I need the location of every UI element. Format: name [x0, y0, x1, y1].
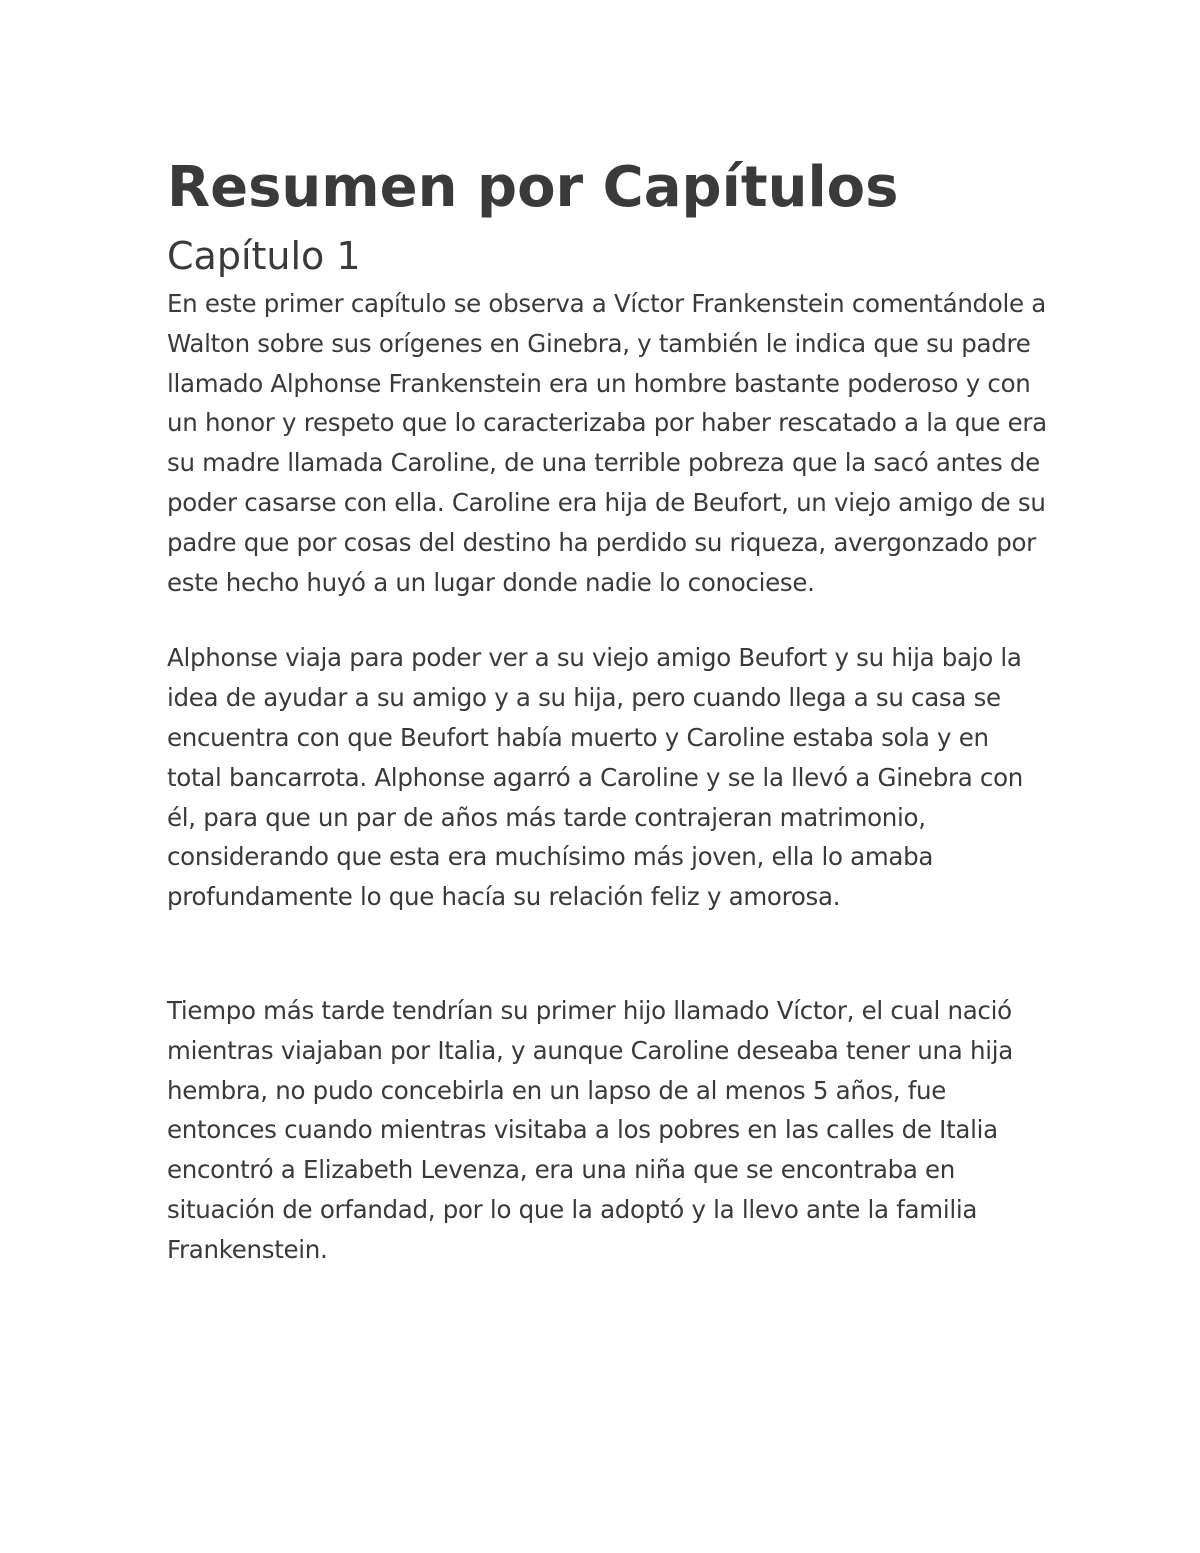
paragraph-3: Tiempo más tarde tendrían su primer hijo llamado Víctor, el cual nació mientras viajaban por Italia, y aunque Caroline deseaba tener una hija hembra, no pudo concebirla en un lapso de al menos 5 años, fue entonces cuando mientras visitaba a los pobres en las calles de Italia encontró a Elizabeth Levenza, era una niña que se encontraba en situación de orfandad, por lo que la adoptó y la llevo ante la familia Frankenstein. — [167, 995, 1013, 1264]
document-title: Resumen por Capítulos — [167, 155, 899, 220]
document-page — [167, 150, 1047, 1270]
paragraph-2: Alphonse viaja para poder ver a su viejo amigo Beufort y su hija bajo la idea de ayudar a su amigo y a su hija, pero cuando llega a su casa se encuentra con que Beufort había muerto y Caroline estaba sola y en total bancarrota. Alphonse agarró a Caroline y se la llevó a Ginebra con él, para que un par de años más tarde contrajeran matrimonio, considerando que esta era muchísimo más joven, ella lo amaba profundamente lo que hacía su relación feliz y amorosa. — [167, 643, 1024, 912]
paragraph-1: En este primer capítulo se observa a Víctor Frankenstein comentándole a Walton sobre sus orígenes en Ginebra, y también le indica que su padre llamado Alphonse Frankenstein era un hombre bastante poderoso y con un honor y respeto que lo caracterizaba por haber rescatado a la que era su madre llamada Caroline, de una terrible pobreza que la sacó antes de poder casarse con ella. Caroline era hija de Beufort, un viejo amigo de su padre que por cosas del destino ha perdido su riqueza, avergonzado por este hecho huyó a un lugar donde nadie lo conociese. — [167, 289, 1047, 597]
chapter-heading: Capítulo 1 — [167, 234, 361, 278]
